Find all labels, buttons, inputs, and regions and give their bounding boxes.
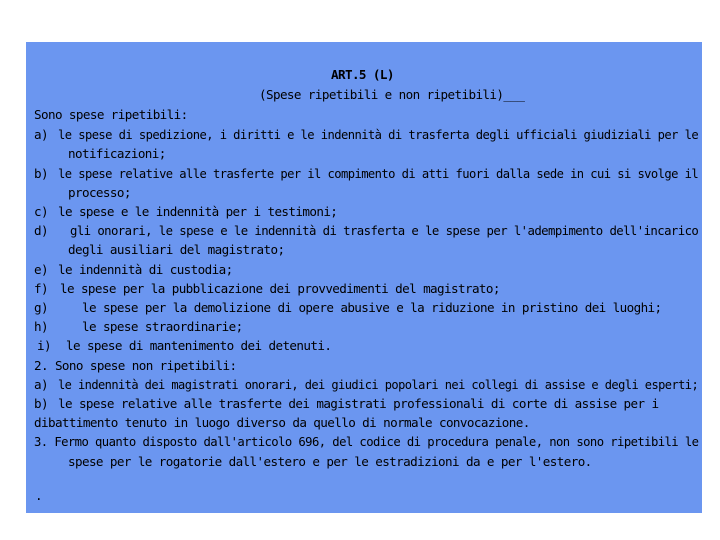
item-c-marker: c) (34, 204, 48, 219)
item-d-text: gli onorari, le spese e le indennità di trasferta e le spese per l'adempimento dell'incarico (70, 223, 699, 238)
item-g-text: le spese per la demolizione di opere abusive e la riduzione in pristino dei luoghi; (82, 300, 662, 315)
item-h-text: le spese straordinarie; (82, 319, 243, 334)
item-b-marker: b) (34, 166, 48, 181)
item-i-text: le spese di mantenimento dei detenuti. (66, 338, 332, 353)
item-b-continuation: processo; (68, 185, 131, 200)
item-i-marker: i) (37, 338, 51, 353)
item-f-text: le spese per la pubblicazione dei provvedimenti del magistrato; (60, 281, 500, 296)
section-2-item-a-marker: a) (34, 377, 48, 392)
section-2-item-a-text: le indennità dei magistrati onorari, dei giudici popolari nei collegi di assise e degli esperti; (58, 377, 699, 392)
document-slide (26, 42, 702, 513)
item-e-marker: e) (34, 262, 48, 277)
item-a-marker: a) (34, 127, 48, 142)
article-subtitle-suffix: ___ (503, 87, 525, 102)
section-3-line-1: 3. Fermo quanto disposto dall'articolo 696, del codice di procedura penale, non sono ripetibili le (34, 434, 699, 449)
section-2-item-b-text: le spese relative alle trasferte dei magistrati professionali di corte di assise per i (58, 396, 659, 411)
intro-text: Sono spese ripetibili: (34, 107, 188, 122)
item-d-continuation: degli ausiliari del magistrato; (68, 242, 285, 257)
item-f-marker: f) (34, 281, 48, 296)
item-e-text: le indennità di custodia; (58, 262, 233, 277)
section-3-line-2: spese per le rogatorie dall'estero e per le estradizioni da e per l'estero. (68, 454, 592, 469)
section-2-item-b-marker: b) (34, 396, 48, 411)
article-title: ART.5 (L) (331, 67, 394, 82)
item-b-text: le spese relative alle trasferte per il compimento di atti fuori dalla sede in cui si svolge il (58, 166, 699, 181)
item-d-marker: d) (34, 223, 48, 238)
section-2-heading: 2. Sono spese non ripetibili: (34, 358, 237, 373)
item-h-marker: h) (34, 319, 48, 334)
article-subtitle-text: (Spese ripetibili e non ripetibili) (259, 87, 504, 102)
item-a-continuation: notificazioni; (68, 146, 166, 161)
item-c-text: le spese e le indennità per i testimoni; (58, 204, 338, 219)
item-a-text: le spese di spedizione, i diritti e le indennità di trasferta degli ufficiali giudiziali per le (58, 127, 699, 142)
article-subtitle (259, 87, 524, 103)
item-g-marker: g) (34, 300, 48, 315)
section-2-item-b-continuation: dibattimento tenuto in luogo diverso da quello di normale convocazione. (34, 415, 530, 430)
footer-mark: . (35, 488, 42, 503)
